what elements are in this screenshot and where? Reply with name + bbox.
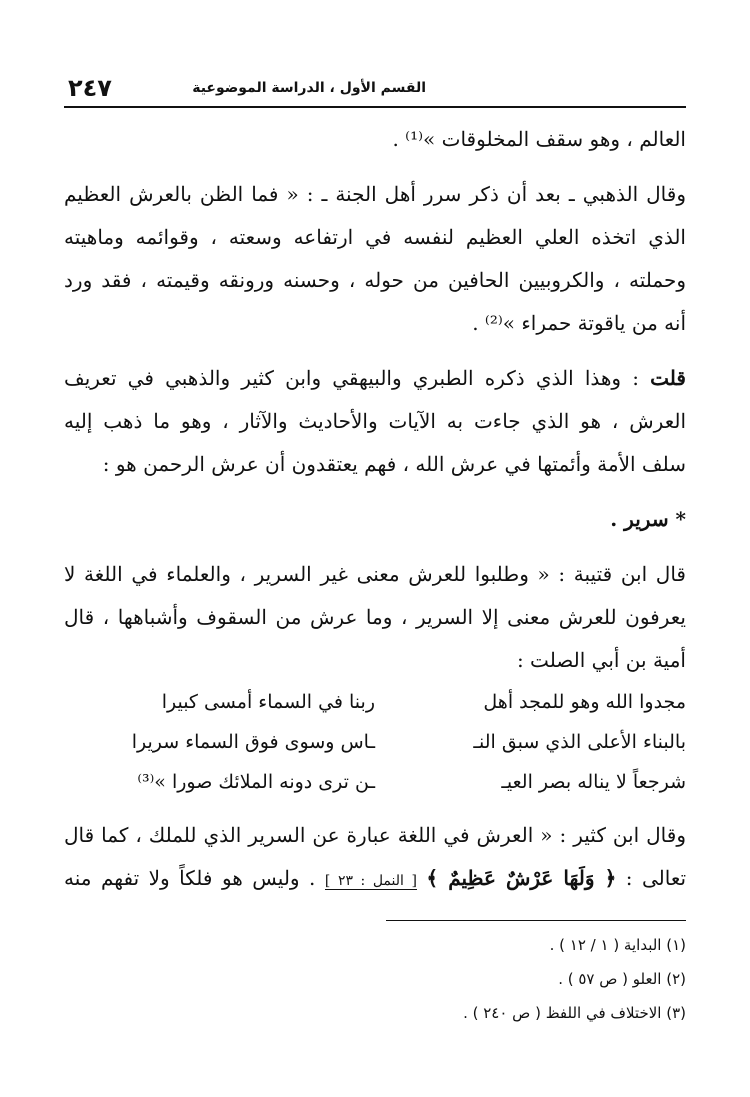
text-line: وحملته ، والكروبيين الحافين من حوله ، وحسنه ورونقه وقيمته ، فقد ورد [64, 268, 686, 292]
quran-reference: [ النمل : ٢٣ ] [324, 873, 417, 889]
text-line: الذي اتخذه العلي العظيم لنفسه في ارتفاعه وسعته ، وقوائمه وماهيته [64, 225, 686, 249]
running-header [64, 74, 686, 104]
qultu-label: قلت [650, 366, 686, 390]
text-line [64, 857, 686, 900]
verse-hemistich-first: بالبناء الأعلى الذي سبق النـ [473, 731, 686, 753]
text-line: أمية بن أبي الصلت : [516, 648, 686, 672]
text-span: تعالى : [625, 866, 686, 890]
main-text [64, 118, 686, 900]
poem-verse [64, 722, 686, 762]
verse-hemistich-first: شرجعاً لا يناله بصر العيـ [501, 771, 686, 793]
page-number: ٢٤٧ [68, 74, 112, 102]
poem-verse [64, 682, 686, 722]
text-line: أنه من ياقوتة حمراء »⁽²⁾ . [472, 311, 686, 335]
footnote: (٢) العلو ( ص ٥٧ ) . [558, 970, 686, 988]
poem-verse [64, 762, 686, 802]
text-line: يعرفون للعرش معنى إلا السرير ، وما عرش من السقوف وأشباهها ، قال [64, 605, 686, 629]
header-rule [64, 106, 686, 108]
verse-hemistich-second: ـن ترى دونه الملائك صورا »⁽³⁾ [137, 771, 376, 793]
text-span: : وهذا الذي ذكره الطبري والبيهقي وابن كثير والذهبي في تعريف [64, 366, 639, 390]
verse-hemistich-second: ربنا في السماء أمسى كبيرا [161, 691, 376, 713]
header-title: القسم الأول ، الدراسة الموضوعية [192, 80, 426, 96]
text-line: قال ابن قتيبة : « وطلبوا للعرش معنى غير السرير ، والعلماء في اللغة لا [64, 562, 686, 586]
footnote: (١) البداية ( ١ / ١٢ ) . [549, 936, 686, 954]
text-line: العالم ، وهو سقف المخلوقات »⁽¹⁾ . [392, 127, 686, 151]
verse-hemistich-second: ـاس وسوى فوق السماء سريرا [131, 731, 376, 753]
footnotes [64, 928, 686, 1030]
verse-hemistich-first: مجدوا الله وهو للمجد أهل [483, 691, 686, 713]
text-line: العرش ، هو الذي جاءت به الآيات والأحاديث والآثار ، وهو ما ذهب إليه [64, 409, 686, 433]
text-line [64, 357, 686, 400]
quran-verse: ﴿ وَلَهَا عَرْشٌ عَظِيمٌ ﴾ [426, 866, 617, 890]
bullet-item: * سرير . [610, 507, 686, 531]
footnote-rule [386, 920, 686, 921]
text-line: وقال الذهبي ـ بعد أن ذكر سرر أهل الجنة ـ : « فما الظن بالعرش العظيم [64, 182, 686, 206]
text-line: وقال ابن كثير : « العرش في اللغة عبارة عن السرير الذي للملك ، كما قال [64, 823, 686, 847]
text-span: . وليس هو فلكاً ولا تفهم منه [64, 866, 316, 890]
text-line: سلف الأمة وأئمتها في عرش الله ، فهم يعتقدون أن عرش الرحمن هو : [102, 452, 686, 476]
footnote: (٣) الاختلاف في اللفظ ( ص ٢٤٠ ) . [463, 1004, 686, 1022]
